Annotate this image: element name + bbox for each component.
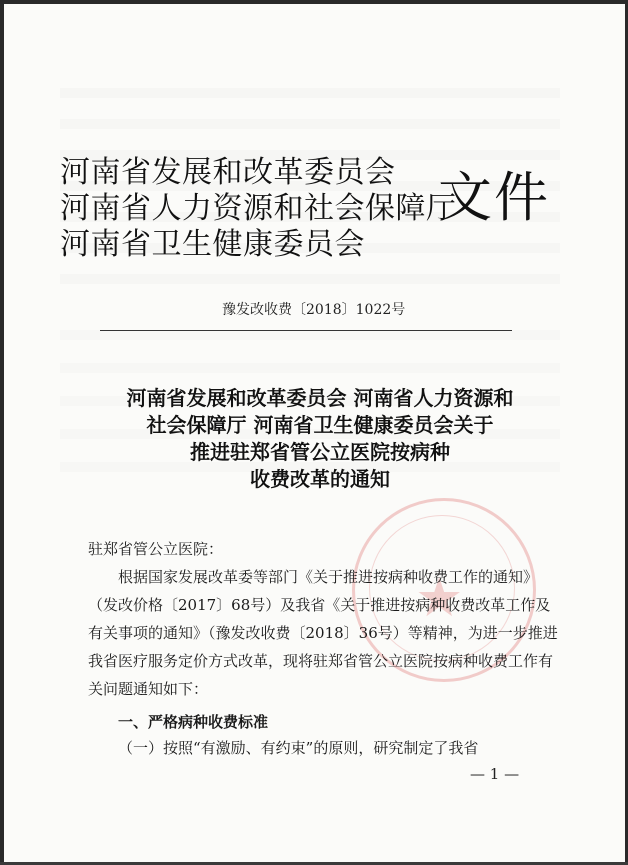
title-line: 收费改革的通知	[250, 467, 390, 491]
title-line: 河南省发展和改革委员会 河南省人力资源和	[126, 386, 514, 410]
section-heading: 一、严格病种收费标准	[118, 713, 269, 731]
page-number: — 1 —	[470, 765, 520, 783]
issuer-block	[60, 155, 457, 263]
issuer-name: 河南省人力资源和社会保障厅	[60, 191, 457, 226]
body-paragraph: 根据国家发展改革委等部门《关于推进按病种收费工作的通知》（发改价格〔2017〕68号）及我省《关于推进按病种收费改革工作及有关事项的通知》（豫发改收费〔2018〕36号）等精神，为进一步推进我省医疗服务定价方式改革，现将驻郑省管公立医院按病种收费工作有关问题通知如下：	[88, 568, 558, 698]
seal-star-icon: ★	[415, 566, 464, 629]
addressee: 驻郑省管公立医院：	[88, 540, 224, 558]
scan-border-top	[0, 0, 628, 4]
issuer-name: 河南省卫生健康委员会	[60, 227, 365, 262]
header-divider	[100, 330, 512, 331]
list-item: （一）按照“有激励、有约束”的原则，研究制定了我省	[118, 739, 479, 757]
document-number: 豫发改收费〔2018〕1022号	[222, 302, 406, 318]
title-line: 推进驻郑省管公立医院按病种	[190, 440, 450, 464]
document-title	[60, 385, 580, 493]
document-type-word: 文件	[438, 166, 550, 229]
title-line: 社会保障厅 河南省卫生健康委员会关于	[146, 413, 494, 437]
scan-border-left	[0, 0, 4, 865]
issuer-name: 河南省发展和改革委员会	[60, 155, 396, 190]
